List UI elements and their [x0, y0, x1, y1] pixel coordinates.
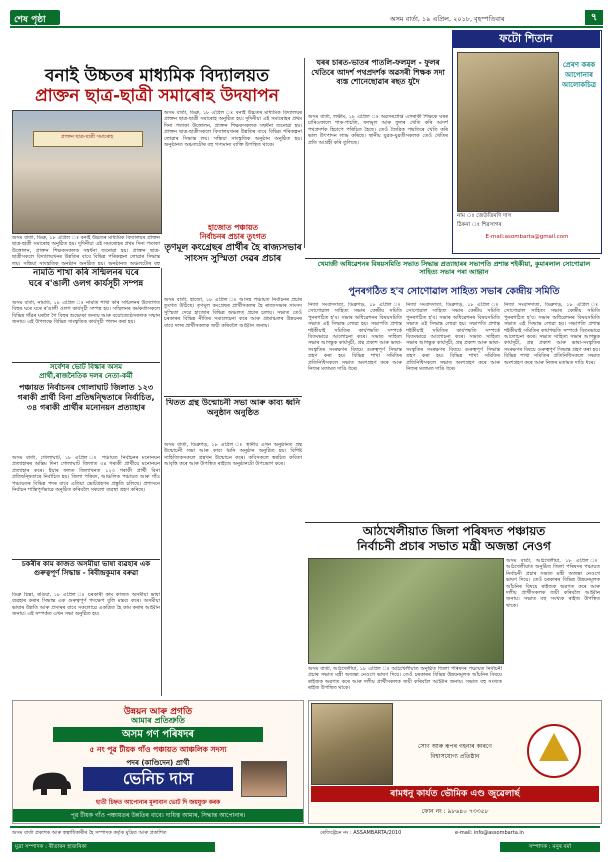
footer-email: e-mail: info@assombarta.in: [455, 830, 524, 836]
story5-kicker-line1: হাজোত পঞ্চায়ত: [207, 223, 259, 232]
story2-body: অসম বাৰ্তা, নামতি, ১৮ এপ্ৰিল ঃ নামতি শাখা কৰি সন্মিলনৰ উদ্যোগত বিহুৰ ঘৰে ঘৰে ৰ'ঙালী ওলগ কাৰ্যসূচী সম্পন্ন হয়। সন্মিলনৰ কৰ্মকৰ্তাসকলে বিভিন্ন গাঁৱৰ ঘৰলৈ গৈ বিহুৰ শুভেচ্ছা জনায় আৰু বয়োজ্যেষ্ঠসকলক সন্মান জনায়। এই উপলক্ষে বিভিন্ন সাংস্কৃতিক কাৰ্যসূচী পালন কৰা হয়।: [12, 300, 160, 326]
ad1-party: অসম গণ পৰিষদৰ: [53, 727, 263, 742]
footer-rule: [10, 826, 600, 828]
story9-headline-line1: আঠখেলীয়াত জিলা পৰিষদত পঞ্চায়ত: [362, 524, 546, 538]
ad1: [12, 700, 304, 824]
story9-photo: [308, 558, 504, 664]
story7-body: অসম বাৰ্তা, লক্ষীম, ১৮ এপ্ৰিল ঃ অৱসৰপ্ৰাপ্ত এগৰাকী শিক্ষকে ঘৰৰ চাৰিওফালে শাক-পাচলি, ফলমূল আৰু ফুলৰ খেতি কৰি আদৰ্শ পথপ্ৰদৰ্শক হিচাপে পৰিচিত হৈছে। তেওঁ জৈৱিক পদ্ধতিৰে খেতি কৰি ভাল উৎপাদন লাভ কৰিছে। স্থানীয় যুৱক-যুৱতীসকলক তেওঁ খেতিৰ প্ৰতি আগ্ৰহী কৰি তুলিছে।: [308, 114, 448, 146]
story5-body: অসম বাৰ্তা, হাজো, ১৮ এপ্ৰিল ঃ আসন্ন পঞ্চায়ত নিৰ্বাচনৰ প্ৰচাৰ তুংগত উঠিছে। তৃণমূল কংগ্ৰেছৰ প্ৰাৰ্থীসকলৰ হৈ ৰাজ্যসভাৰ সাংসদ সুস্মিতা দেৱে হাজোৰ বিভিন্ন অঞ্চলত প্ৰচাৰ চলায়। সভাত তেওঁ চৰকাৰৰ বিভিন্ন নীতিৰ সমালোচনা কৰে আৰু গ্ৰামাঞ্চলৰ উন্নয়নৰ বাবে দলৰ প্ৰাৰ্থীসকলক জয়ী কৰিবলৈ আহ্বান জনায়।: [164, 297, 302, 329]
story3-body: অসম বাৰ্তা, গোলাঘাট, ১৮ এপ্ৰিল ঃ পঞ্চায়ত নিৰ্বাচনৰ মনোনয়ন প্ৰত্যাহাৰৰ অন্তিম দিনা গোলাঘাট জিলাত ৩৪ গৰাকী প্ৰাৰ্থীয়ে মনোনয়ন প্ৰত্যাহাৰ কৰে। ইয়াৰ ফলত জিলাখনত ১২৩ গৰাকী প্ৰাৰ্থী বিনা প্ৰতিদ্বন্দ্বিতাৰে নিৰ্বাচিত হয়। জিলা পৰিষদ, আঞ্চলিক পঞ্চায়ত আৰু গাঁও পঞ্চায়তৰ বিভিন্ন পদৰ বাবে এতিয়া ভোটগ্ৰহণৰ প্ৰস্তুতি চলিছে। প্ৰশাসনে নিৰ্বাচন শান্তিপূৰ্ণভাৱে অনুষ্ঠিত কৰিবলৈ সকলো ব্যৱস্থা গ্ৰহণ কৰিছে।: [12, 455, 160, 494]
ad1-footer: পূৱ টীয়ক গাঁও পঞ্চায়তৰ উন্নতিৰ বাবে। দায়িত্ব আমাৰ, সিদ্ধান্ত আপোনাৰ।: [13, 809, 303, 822]
ad2-phone: ফোন নং : ৯৮৬৪০ ৭৩৩৫৮: [421, 808, 489, 815]
story9-headline: [308, 524, 600, 554]
ad1-line4: পদৰ (কাণ্ডিদেন) প্ৰাৰ্থী: [126, 759, 190, 767]
ad1-symbol: হাতী চিহ্নত আপোনাৰ মূল্যবান ভোট দি জয়যুক্ত কৰক: [95, 800, 221, 806]
story8-body-col2: নিজা সংবাদদাতা, ডিব্ৰুগড়, ১৮ এপ্ৰিল ঃ সোণোৱাল সাহিত্য সভাৰ কেন্দ্ৰীয় সমিতি পুনৰগঠিত হ'ব। সভাৰ অধিৱেশনৰ বিষয়সমিতি সভাত এই সিদ্ধান্ত লোৱা হয়। সভাপতি প্ৰশান্ত শইকীয়াই সমিতিৰ কাৰ্যপদ্ধতি সম্পৰ্কে বিতংভাৱে আলোচনা কৰে। সভাত সাহিত্য সভাৰ আগন্তুক কাৰ্যসূচী, গ্ৰন্থ প্ৰকাশ আৰু ভাষা-সংস্কৃতিৰ সংৰক্ষণৰ বিষয়ে গুৰুত্বপূৰ্ণ সিদ্ধান্ত গ্ৰহণ কৰা হয়। বিভিন্ন শাখা সমিতিৰ প্ৰতিনিধিসকলে সভাত অংশগ্ৰহণ কৰে আৰু নিজৰ মতামত দাঙি ধৰে।: [406, 302, 500, 373]
story6-body: অসম বাৰ্তা, ডিব্ৰুগড়, ১৮ এপ্ৰিল ঃ স্থানীয় এখন অনুষ্ঠানত গ্ৰন্থ উন্মোচনী সভা আৰু কাব্য ধ্বনি অনুষ্ঠান অনুষ্ঠিত হয়। বিশিষ্ট সাহিত্যিকসকলে গ্ৰন্থখন উন্মোচন কৰে। কবিসকলে স্বৰচিত কবিতা আবৃত্তি কৰে আৰু উপস্থিত ৰাইজে অনুষ্ঠানটো উপভোগ কৰে।: [164, 442, 302, 468]
ad1-line2: আমাৰ প্ৰতিশ্ৰুতি: [131, 716, 185, 725]
story3-kicker-line1: সৰ্বেশৰ ভোট বিস্কাৰ অসম: [49, 363, 123, 371]
candidate-avatar: [241, 761, 287, 797]
elephant-icon: [27, 765, 77, 797]
photo-shiton-caption1: নাম ঃ জেউতিমণি দাস: [457, 213, 512, 219]
story5-box: [164, 223, 302, 297]
story1-body: অসম বাৰ্তা, ডিব্ৰু, ১৮ এপ্ৰিল ঃ বনাই উচ্চতৰ মাধ্যমিক বিদ্যালয়ৰ প্ৰাক্তন ছাত্ৰ-ছাত্ৰী সমাৰোহ অনুষ্ঠিত হয়। দুদিনীয়া এই সমাৰোহৰ প্ৰথম দিনা পতাকা উত্তোলন, প্ৰাক্তন শিক্ষকসকলক সম্বৰ্ধনা জনোৱা হয়। প্ৰাক্তন ছাত্ৰ-ছাত্ৰীসকলে বিদ্যালয়খনৰ উন্নতিৰ বাবে বিভিন্ন পৰিকল্পনা লোৱাৰ সিদ্ধান্ত লয়। সন্ধিয়া সাংস্কৃতিক অনুষ্ঠান অনুষ্ঠিত হয়। অনুষ্ঠানত অঞ্চলটোৰ বহু: [12, 235, 160, 265]
col-rule-1: [161, 268, 162, 696]
story2-headline: [12, 268, 160, 300]
story2-headline-line1: নামতি শাখা কৰি সন্মিলনৰ ঘৰে: [33, 268, 139, 278]
ad2-tagline2: বিশ্বাসযোগ্য প্ৰতিষ্ঠান: [430, 753, 480, 760]
story3-kicker: [12, 363, 160, 381]
footer-printer: মুদ্ৰা সম্পাদক : ৰীতাৰন হাজৰিকা: [12, 842, 215, 852]
ad2-tagline: সোণ আৰু ৰূপৰ গহনাৰ কাৰণে: [418, 743, 492, 750]
story6-headline: খিতত গ্ৰন্থ উন্মোচনী সভা আৰু কাব্য ধ্বনি অনুষ্ঠান অনুষ্ঠিত: [165, 398, 301, 417]
header-date: অসম বাৰ্তা, ১৯ এপ্ৰিল, ২০১৮, বৃহস্পতিবাৰ: [390, 15, 505, 23]
story8-kicker: খেমাজী অধিৱেশনৰ বিষয়সমিতি সভাত সিদ্ধান্ত প্ৰত্যাহাৰৰ সভাপতি প্ৰশান্ত শইকীয়া, কুমাৰলাল সোণোৱাল সাহিত্য সভাৰ পৰা আহ্বান: [317, 260, 591, 276]
story1-headline-line2: প্ৰাক্তন ছাত্ৰ-ছাত্ৰী সমাৰোহ উদযাপন: [35, 86, 279, 106]
footer-registration: ৰেজিষ্ট্ৰেচন নং : ASSAMBARTA/2010: [320, 830, 402, 836]
story8-headline: পুনৰগঠিত হ'ব সোণোৱাল সাহিত্য সভাৰ কেন্দ্ৰীয় সমিতি: [348, 286, 560, 297]
story1-banner-text: প্ৰাক্তন ছাত্ৰ-ছাত্ৰী সমাৰোহ: [60, 134, 114, 140]
story5-kicker-line2: নিৰ্বাচনৰ প্ৰচাৰ তুংগত: [199, 232, 267, 241]
footer-line1: অসম বাৰ্তা প্ৰকাশক আৰু স্বত্বাধিকাৰীৰ হৈ সম্পাদক কৰ্তৃক মুদ্ৰিত আৰু প্ৰকাশিত: [12, 830, 167, 836]
ad2-model-photo: [311, 703, 393, 785]
story3-kicker-line2: প্ৰাৰ্থী,ৰাজনৈতিক দলৰ নেতা-কৰ্মী: [39, 372, 133, 380]
photo-shiton-email: E-mail:asombarta@gmail.com: [485, 234, 569, 240]
col-rule-2: [304, 58, 305, 248]
photo-shiton-image: [457, 52, 559, 212]
rule-d: [164, 396, 302, 397]
ad2: [308, 700, 602, 824]
rule-e: [305, 258, 600, 259]
photo-shiton-title: ফটো শিতান: [452, 30, 600, 48]
ad1-line3: ৫ নং পূৱ টীয়ক গাঁও পঞ্চায়ত আঞ্চলিক সদস্য: [89, 745, 227, 754]
story1-headline: [12, 66, 302, 106]
story9-body-under: অসম বাৰ্তা, আঠখেলীয়া, ১৮ এপ্ৰিল ঃ আঠখেলীয়াত অনুষ্ঠিত জিলা পৰিষদৰ পঞ্চায়ত নিৰ্বাচনী প্ৰচাৰ সভাত মন্ত্ৰী অজন্তা নেওগে ভাষণ দিয়ে। তেওঁ চৰকাৰৰ বিভিন্ন উন্নয়নমূলক আঁচনিৰ বিষয়ে ৰাইজক অৱগত কৰে আৰু দলীয় প্ৰাৰ্থীসকলক জয়ী কৰিবলৈ আহ্বান জনায়। সভাত বহু সংখ্যক ৰাইজ উপস্থিত থাকে।: [308, 666, 502, 692]
page-header: [10, 10, 600, 27]
story8-body-col1: নিজা সংবাদদাতা, ডিব্ৰুগড়, ১৮ এপ্ৰিল ঃ সোণোৱাল সাহিত্য সভাৰ কেন্দ্ৰীয় সমিতি পুনৰগঠিত হ'ব। সভাৰ অধিৱেশনৰ বিষয়সমিতি সভাত এই সিদ্ধান্ত লোৱা হয়। সভাপতি প্ৰশান্ত শইকীয়াই সমিতিৰ কাৰ্যপদ্ধতি সম্পৰ্কে বিতংভাৱে আলোচনা কৰে। সভাত সাহিত্য সভাৰ আগন্তুক কাৰ্যসূচী, গ্ৰন্থ প্ৰকাশ আৰু ভাষা-সংস্কৃতিৰ সংৰক্ষণৰ বিষয়ে গুৰুত্বপূৰ্ণ সিদ্ধান্ত গ্ৰহণ কৰা হয়। বিভিন্ন শাখা সমিতিৰ প্ৰতিনিধিসকলে সভাত অংশগ্ৰহণ কৰে আৰু নিজৰ মতামত দাঙি ধৰে।: [308, 302, 402, 373]
ad2-brand: ৰামধনু কাৰ্যত ভৌমিক এণ্ড জুৱেলাৰ্ছ: [311, 786, 599, 802]
photo-shiton-caption2: ঠিকনা ঃ শিৱসাগৰ: [457, 222, 502, 228]
story8-body-col3: নিজা সংবাদদাতা, ডিব্ৰুগড়, ১৮ এপ্ৰিল ঃ সোণোৱাল সাহিত্য সভাৰ কেন্দ্ৰীয় সমিতি পুনৰগঠিত হ'ব। সভাৰ অধিৱেশনৰ বিষয়সমিতি সভাত এই সিদ্ধান্ত লোৱা হয়। সভাপতি প্ৰশান্ত শইকীয়াই সমিতিৰ কাৰ্যপদ্ধতি সম্পৰ্কে বিতংভাৱে আলোচনা কৰে। সভাত সাহিত্য সভাৰ আগন্তুক কাৰ্যসূচী, গ্ৰন্থ প্ৰকাশ আৰু ভাষা-সংস্কৃতিৰ সংৰক্ষণৰ বিষয়ে গুৰুত্বপূৰ্ণ সিদ্ধান্ত গ্ৰহণ কৰা হয়। বিভিন্ন শাখা সমিতিৰ প্ৰতিনিধিসকলে সভাত অংশগ্ৰহণ কৰে আৰু নিজৰ মতামত দাঙি ধৰে।: [504, 302, 600, 366]
footer-editor: সম্পাদক : মনুৰ বৰ্মা: [500, 842, 600, 852]
ad1-line1: উন্নয়ন আৰু প্ৰগতি: [123, 707, 193, 717]
story4-body: ডিব্ৰু চিন্তা, ৰঙিয়া, ১৮ এপ্ৰিল ঃ চৰকাৰী কাম কাজত অসমীয়া ভাষা ব্যৱহাৰ কৰাৰ সিদ্ধান্ত এক গুৰুত্বপূৰ্ণ পদক্ষেপ বুলি মন্তব্য কৰে। অসমীয়া ভাষাৰ উন্নতি আৰু প্ৰসাৰৰ বাবে সকলোৱে একত্ৰিত হৈ কাম কৰাৰ আহ্বান জনায়। এই সম্পৰ্কত এখন সভা অনুষ্ঠিত হয়।: [12, 592, 160, 618]
story9-body-side: অসম বাৰ্তা, আঠখেলীয়া, ১৮ এপ্ৰিল ঃ আঠখেলীয়াত অনুষ্ঠিত জিলা পৰিষদৰ পঞ্চায়ত নিৰ্বাচনী প্ৰচাৰ সভাত মন্ত্ৰী অজন্তা নেওগে ভাষণ দিয়ে। তেওঁ চৰকাৰৰ বিভিন্ন উন্নয়নমূলক আঁচনিৰ বিষয়ে ৰাইজক অৱগত কৰে আৰু দলীয় প্ৰাৰ্থীসকলক জয়ী কৰিবলৈ আহ্বান জনায়। সভাত বহু সংখ্যক ৰাইজ উপস্থিত থাকে।: [506, 558, 600, 609]
header-rule: [10, 26, 603, 28]
story2-headline-line2: ঘৰে ৰ'ঙালী ওলগ কাৰ্যসূচী সম্পন্ন: [28, 279, 144, 289]
ad2-logo-icon: [519, 721, 589, 781]
ad1-candidate: ভেনিচ দাস: [83, 767, 233, 791]
photo-shiton-side: প্ৰেৰণ কৰক আপোনাৰ আলোকচিত্ৰ: [561, 61, 597, 89]
story1-headline-line1: বনাই উচ্চতৰ মাধ্যমিক বিদ্যালয়ত: [45, 66, 269, 86]
page-number: ৭: [585, 10, 603, 25]
story7-headline: ঘৰৰ চাৰত-ভাতৰ পাতলি-ফলমূল - ফুলৰ খেতিৰে আদৰ্শ পথপ্ৰদৰ্শক অৱসৰী শিক্ষক সদা ব্যস্ত শোনেছোৱাৰ ৰছত যুদৈ: [311, 58, 445, 86]
story1-photo: [12, 110, 162, 234]
story3-headline: পঞ্চায়ত নিৰ্বাচনৰ গোলাঘাট জিলাত ১২৩ গৰাকী প্ৰাৰ্থী বিনা প্ৰতিদ্বন্দ্বিতাৰে নিৰ্বাচিত, ৩৪ গৰাকী প্ৰাৰ্থীৰ মনোনয়ন প্ৰত্যাহাৰ: [17, 383, 155, 412]
story9-headline-line2: নিৰ্বাচনী প্ৰচাৰ সভাত মন্ত্ৰী অজন্তা নেওগ: [357, 539, 551, 553]
section-label: শেষ পৃষ্ঠা: [14, 15, 46, 25]
story5-headline: তৃণমূল কংগ্ৰেছৰ প্ৰাৰ্থীৰ হৈ ৰাজ্যসভাৰ সাংসদ সুস্মিতা দেৱৰ প্ৰচাৰ: [164, 243, 302, 264]
story1-body-col2: অসম বাৰ্তা, ডিব্ৰু, ১৮ এপ্ৰিল ঃ বনাই উচ্চতৰ মাধ্যমিক বিদ্যালয়ৰ প্ৰাক্তন ছাত্ৰ-ছাত্ৰী সমাৰোহ অনুষ্ঠিত হয়। দুদিনীয়া এই সমাৰোহৰ প্ৰথম দিনা পতাকা উত্তোলন, প্ৰাক্তন শিক্ষকসকলক সম্বৰ্ধনা জনোৱা হয়। প্ৰাক্তন ছাত্ৰ-ছাত্ৰীসকলে বিদ্যালয়খনৰ উন্নতিৰ বাবে বিভিন্ন পৰিকল্পনা লোৱাৰ সিদ্ধান্ত লয়। সন্ধিয়া সাংস্কৃতিক অনুষ্ঠান অনুষ্ঠিত হয়। অনুষ্ঠানত অঞ্চলটোৰ বহু গণ্যমান্য ব্যক্তি উপস্থিত থাকে।: [164, 110, 302, 149]
story4-headline: চকৰীৰ কাম কাজত অসমীয়া ভাষা ব্যৱহাৰ এক গুৰুত্বপূৰ্ণ সিদ্ধান্ত - ৰিবীন্দ্ৰকুমাৰ বৰুৱা: [21, 560, 151, 577]
rule-f: [305, 522, 600, 523]
